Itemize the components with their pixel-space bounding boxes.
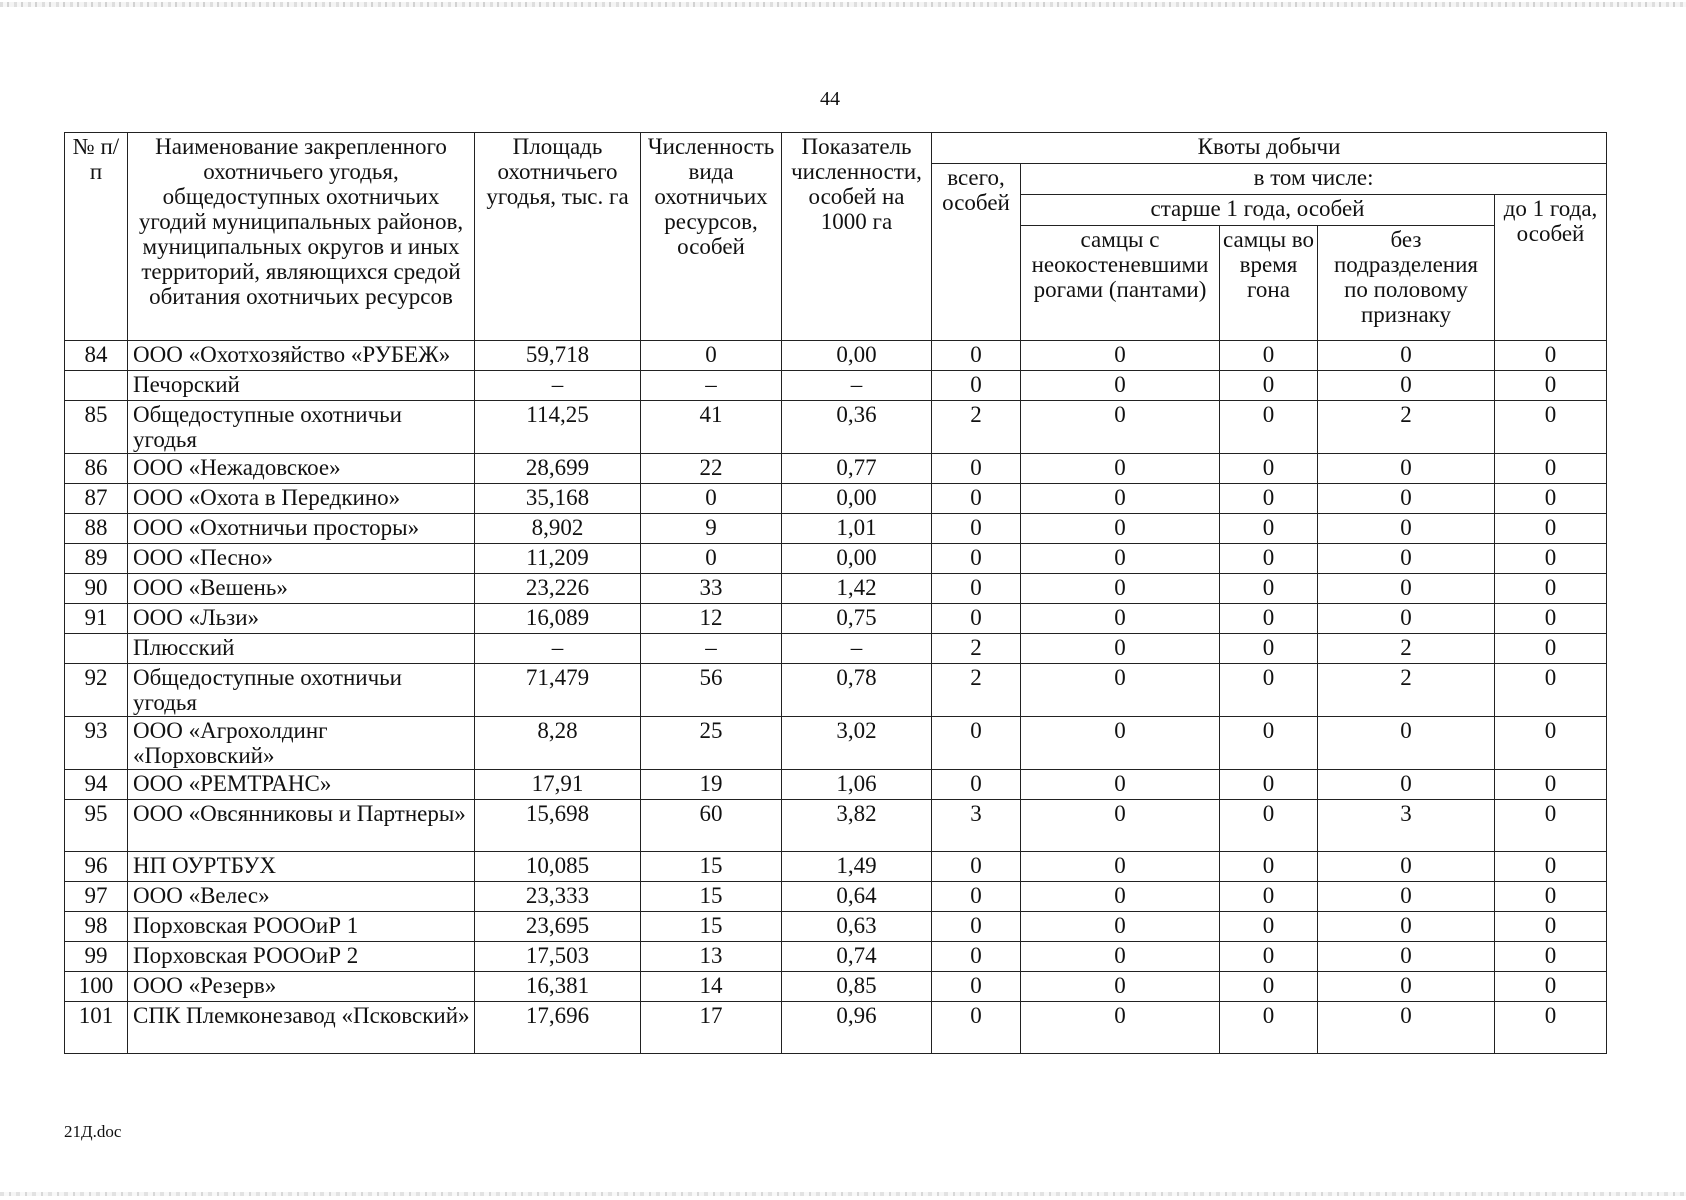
cell-area: 35,168: [475, 484, 641, 514]
cell-name: ООО «Вешень»: [128, 574, 475, 604]
table-row: [65, 454, 1607, 484]
cell-num: 97: [65, 882, 128, 912]
cell-num: 98: [65, 912, 128, 942]
cell-young: 0: [1495, 604, 1607, 634]
cell-antlers: 0: [1021, 852, 1220, 882]
cell-density: 0,96: [782, 1002, 932, 1054]
cell-density: 1,01: [782, 514, 932, 544]
cell-num: [65, 634, 128, 664]
cell-population: 56: [641, 664, 782, 717]
cell-rut: 0: [1220, 634, 1318, 664]
header-antlers: самцы с неокостеневшими рогами (пантами): [1021, 226, 1220, 341]
cell-total: 0: [932, 717, 1021, 770]
cell-young: 0: [1495, 942, 1607, 972]
cell-rut: 0: [1220, 1002, 1318, 1054]
cell-num: 90: [65, 574, 128, 604]
cell-no-sex: 3: [1318, 800, 1495, 852]
cell-young: 0: [1495, 882, 1607, 912]
cell-antlers: 0: [1021, 514, 1220, 544]
cell-num: 87: [65, 484, 128, 514]
cell-no-sex: 0: [1318, 371, 1495, 401]
table-row: [65, 604, 1607, 634]
cell-area: 8,902: [475, 514, 641, 544]
cell-young: 0: [1495, 717, 1607, 770]
cell-num: 94: [65, 770, 128, 800]
cell-no-sex: 0: [1318, 484, 1495, 514]
cell-population: 15: [641, 912, 782, 942]
cell-no-sex: 0: [1318, 852, 1495, 882]
cell-area: –: [475, 634, 641, 664]
cell-no-sex: 0: [1318, 882, 1495, 912]
header-num: № п/п: [65, 133, 128, 341]
header-older: старше 1 года, особей: [1021, 195, 1495, 226]
cell-name: Общедоступные охотничьи угодья: [128, 401, 475, 454]
cell-antlers: 0: [1021, 942, 1220, 972]
cell-area: 8,28: [475, 717, 641, 770]
cell-total: 0: [932, 882, 1021, 912]
cell-area: 15,698: [475, 800, 641, 852]
table-row: [65, 484, 1607, 514]
cell-population: 0: [641, 341, 782, 371]
cell-young: 0: [1495, 454, 1607, 484]
cell-young: 0: [1495, 341, 1607, 371]
cell-rut: 0: [1220, 604, 1318, 634]
cell-area: 17,503: [475, 942, 641, 972]
header-including: в том числе:: [1021, 164, 1607, 195]
table-row: [65, 800, 1607, 852]
cell-population: 17: [641, 1002, 782, 1054]
cell-rut: 0: [1220, 717, 1318, 770]
table-row: [65, 882, 1607, 912]
cell-antlers: 0: [1021, 401, 1220, 454]
cell-total: 0: [932, 371, 1021, 401]
table-row: [65, 972, 1607, 1002]
cell-no-sex: 2: [1318, 634, 1495, 664]
cell-name: Порховская РОООиР 1: [128, 912, 475, 942]
cell-name: ООО «Охотничьи просторы»: [128, 514, 475, 544]
cell-population: 33: [641, 574, 782, 604]
table-row: [65, 544, 1607, 574]
cell-num: 85: [65, 401, 128, 454]
cell-antlers: 0: [1021, 972, 1220, 1002]
cell-density: 0,00: [782, 544, 932, 574]
cell-rut: 0: [1220, 371, 1318, 401]
cell-area: –: [475, 371, 641, 401]
cell-num: 96: [65, 852, 128, 882]
cell-rut: 0: [1220, 882, 1318, 912]
cell-young: 0: [1495, 544, 1607, 574]
cell-population: –: [641, 371, 782, 401]
cell-name: Печорский: [128, 371, 475, 401]
table-row: [65, 664, 1607, 717]
cell-name: ООО «Велес»: [128, 882, 475, 912]
cell-total: 0: [932, 972, 1021, 1002]
table-row: [65, 770, 1607, 800]
cell-population: 14: [641, 972, 782, 1002]
cell-young: 0: [1495, 664, 1607, 717]
cell-name: Плюсский: [128, 634, 475, 664]
cell-no-sex: 0: [1318, 770, 1495, 800]
cell-antlers: 0: [1021, 634, 1220, 664]
cell-name: ООО «Нежадовское»: [128, 454, 475, 484]
cell-population: 0: [641, 544, 782, 574]
cell-name: СПК Племконезавод «Псковский»: [128, 1002, 475, 1054]
cell-num: 101: [65, 1002, 128, 1054]
cell-young: 0: [1495, 852, 1607, 882]
table-row: [65, 942, 1607, 972]
cell-name: ООО «Льзи»: [128, 604, 475, 634]
cell-antlers: 0: [1021, 800, 1220, 852]
cell-num: 100: [65, 972, 128, 1002]
table-body: [65, 341, 1607, 1054]
cell-total: 2: [932, 664, 1021, 717]
table-row: [65, 1002, 1607, 1054]
cell-rut: 0: [1220, 972, 1318, 1002]
quota-table: [64, 132, 1607, 1054]
cell-rut: 0: [1220, 514, 1318, 544]
cell-num: 95: [65, 800, 128, 852]
cell-antlers: 0: [1021, 574, 1220, 604]
cell-num: 91: [65, 604, 128, 634]
cell-total: 2: [932, 634, 1021, 664]
cell-density: 0,36: [782, 401, 932, 454]
cell-name: ООО «Агрохолдинг «Порховский»: [128, 717, 475, 770]
cell-population: 22: [641, 454, 782, 484]
cell-area: 10,085: [475, 852, 641, 882]
table-row: [65, 634, 1607, 664]
cell-no-sex: 0: [1318, 544, 1495, 574]
cell-no-sex: 0: [1318, 972, 1495, 1002]
table-row: [65, 371, 1607, 401]
cell-antlers: 0: [1021, 371, 1220, 401]
cell-antlers: 0: [1021, 341, 1220, 371]
cell-antlers: 0: [1021, 882, 1220, 912]
cell-name: НП ОУРТБУХ: [128, 852, 475, 882]
header-young: до 1 года, особей: [1495, 195, 1607, 341]
cell-no-sex: 0: [1318, 912, 1495, 942]
cell-name: Общедоступные охотничьи угодья: [128, 664, 475, 717]
header-density: Показатель численности, особей на 1000 га: [782, 133, 932, 341]
cell-antlers: 0: [1021, 484, 1220, 514]
cell-num: 92: [65, 664, 128, 717]
cell-num: 86: [65, 454, 128, 484]
cell-name: ООО «Овсянниковы и Партнеры»: [128, 800, 475, 852]
cell-area: 59,718: [475, 341, 641, 371]
table-row: [65, 717, 1607, 770]
cell-density: 0,00: [782, 341, 932, 371]
cell-no-sex: 0: [1318, 717, 1495, 770]
table-row: [65, 341, 1607, 371]
cell-density: 0,78: [782, 664, 932, 717]
cell-rut: 0: [1220, 401, 1318, 454]
cell-area: 23,226: [475, 574, 641, 604]
cell-population: –: [641, 634, 782, 664]
cell-density: 0,64: [782, 882, 932, 912]
scan-edge-bottom: [0, 1192, 1686, 1196]
cell-no-sex: 2: [1318, 664, 1495, 717]
cell-rut: 0: [1220, 574, 1318, 604]
cell-young: 0: [1495, 770, 1607, 800]
cell-density: 1,49: [782, 852, 932, 882]
cell-young: 0: [1495, 634, 1607, 664]
cell-antlers: 0: [1021, 717, 1220, 770]
cell-rut: 0: [1220, 770, 1318, 800]
cell-rut: 0: [1220, 942, 1318, 972]
cell-density: 3,02: [782, 717, 932, 770]
cell-total: 0: [932, 544, 1021, 574]
cell-num: 84: [65, 341, 128, 371]
cell-young: 0: [1495, 1002, 1607, 1054]
table-row: [65, 514, 1607, 544]
footer-filename: 21Д.doc: [64, 1122, 122, 1141]
cell-total: 0: [932, 912, 1021, 942]
cell-total: 2: [932, 401, 1021, 454]
cell-density: 0,75: [782, 604, 932, 634]
cell-young: 0: [1495, 800, 1607, 852]
cell-total: 0: [932, 574, 1021, 604]
cell-young: 0: [1495, 371, 1607, 401]
cell-antlers: 0: [1021, 912, 1220, 942]
cell-rut: 0: [1220, 341, 1318, 371]
cell-rut: 0: [1220, 664, 1318, 717]
cell-density: 1,06: [782, 770, 932, 800]
header-quotas: Квоты добычи: [932, 133, 1607, 164]
cell-young: 0: [1495, 574, 1607, 604]
cell-name: ООО «Охота в Передкино»: [128, 484, 475, 514]
cell-total: 0: [932, 852, 1021, 882]
cell-antlers: 0: [1021, 664, 1220, 717]
cell-population: 13: [641, 942, 782, 972]
cell-no-sex: 0: [1318, 942, 1495, 972]
scan-edge-top: [0, 2, 1686, 7]
cell-num: 88: [65, 514, 128, 544]
cell-rut: 0: [1220, 852, 1318, 882]
cell-density: 1,42: [782, 574, 932, 604]
cell-area: 11,209: [475, 544, 641, 574]
cell-population: 19: [641, 770, 782, 800]
cell-total: 0: [932, 604, 1021, 634]
table-row: [65, 574, 1607, 604]
cell-density: –: [782, 634, 932, 664]
cell-area: 16,381: [475, 972, 641, 1002]
table-row: [65, 912, 1607, 942]
header-no-sex: без подразделения по половому признаку: [1318, 226, 1495, 341]
cell-area: 23,695: [475, 912, 641, 942]
cell-total: 0: [932, 1002, 1021, 1054]
cell-total: 3: [932, 800, 1021, 852]
cell-young: 0: [1495, 514, 1607, 544]
cell-rut: 0: [1220, 544, 1318, 574]
cell-no-sex: 0: [1318, 1002, 1495, 1054]
cell-num: 89: [65, 544, 128, 574]
cell-antlers: 0: [1021, 604, 1220, 634]
cell-no-sex: 0: [1318, 454, 1495, 484]
cell-population: 15: [641, 852, 782, 882]
cell-no-sex: 0: [1318, 341, 1495, 371]
cell-name: ООО «Резерв»: [128, 972, 475, 1002]
table-row: [65, 401, 1607, 454]
table-row: [65, 852, 1607, 882]
cell-total: 0: [932, 942, 1021, 972]
cell-num: 93: [65, 717, 128, 770]
cell-antlers: 0: [1021, 544, 1220, 574]
cell-antlers: 0: [1021, 770, 1220, 800]
cell-name: ООО «Охотхозяйство «РУБЕЖ»: [128, 341, 475, 371]
page-number: 44: [820, 88, 840, 110]
cell-young: 0: [1495, 972, 1607, 1002]
cell-population: 9: [641, 514, 782, 544]
cell-area: 114,25: [475, 401, 641, 454]
cell-name: ООО «Песно»: [128, 544, 475, 574]
cell-no-sex: 0: [1318, 514, 1495, 544]
cell-area: 16,089: [475, 604, 641, 634]
cell-area: 71,479: [475, 664, 641, 717]
cell-area: 28,699: [475, 454, 641, 484]
cell-density: –: [782, 371, 932, 401]
cell-antlers: 0: [1021, 454, 1220, 484]
cell-population: 25: [641, 717, 782, 770]
cell-num: [65, 371, 128, 401]
cell-area: 17,91: [475, 770, 641, 800]
cell-population: 60: [641, 800, 782, 852]
cell-population: 12: [641, 604, 782, 634]
cell-no-sex: 0: [1318, 604, 1495, 634]
cell-num: 99: [65, 942, 128, 972]
cell-total: 0: [932, 341, 1021, 371]
cell-total: 0: [932, 454, 1021, 484]
cell-density: 0,00: [782, 484, 932, 514]
cell-area: 17,696: [475, 1002, 641, 1054]
cell-young: 0: [1495, 484, 1607, 514]
cell-young: 0: [1495, 912, 1607, 942]
cell-density: 0,77: [782, 454, 932, 484]
cell-young: 0: [1495, 401, 1607, 454]
cell-name: Порховская РОООиР 2: [128, 942, 475, 972]
header-area: Площадь охотничьего угодья, тыс. га: [475, 133, 641, 341]
cell-density: 0,74: [782, 942, 932, 972]
cell-no-sex: 0: [1318, 574, 1495, 604]
cell-total: 0: [932, 770, 1021, 800]
cell-rut: 0: [1220, 800, 1318, 852]
cell-total: 0: [932, 514, 1021, 544]
cell-rut: 0: [1220, 912, 1318, 942]
cell-population: 41: [641, 401, 782, 454]
cell-rut: 0: [1220, 454, 1318, 484]
header-total: всего, особей: [932, 164, 1021, 341]
cell-population: 0: [641, 484, 782, 514]
cell-rut: 0: [1220, 484, 1318, 514]
cell-area: 23,333: [475, 882, 641, 912]
cell-density: 0,63: [782, 912, 932, 942]
cell-total: 0: [932, 484, 1021, 514]
header-rut: самцы во время гона: [1220, 226, 1318, 341]
cell-density: 0,85: [782, 972, 932, 1002]
cell-density: 3,82: [782, 800, 932, 852]
header-population: Численность вида охотничьих ресурсов, особей: [641, 133, 782, 341]
cell-population: 15: [641, 882, 782, 912]
cell-antlers: 0: [1021, 1002, 1220, 1054]
header-name: Наименование закрепленного охотничьего угодья, общедоступных охотничьих угодий муниципальных районов, муниципальных округов и иных территорий, являющихся средой обитания охотничьих ресурсов: [128, 133, 475, 341]
cell-name: ООО «РЕМТРАНС»: [128, 770, 475, 800]
cell-no-sex: 2: [1318, 401, 1495, 454]
